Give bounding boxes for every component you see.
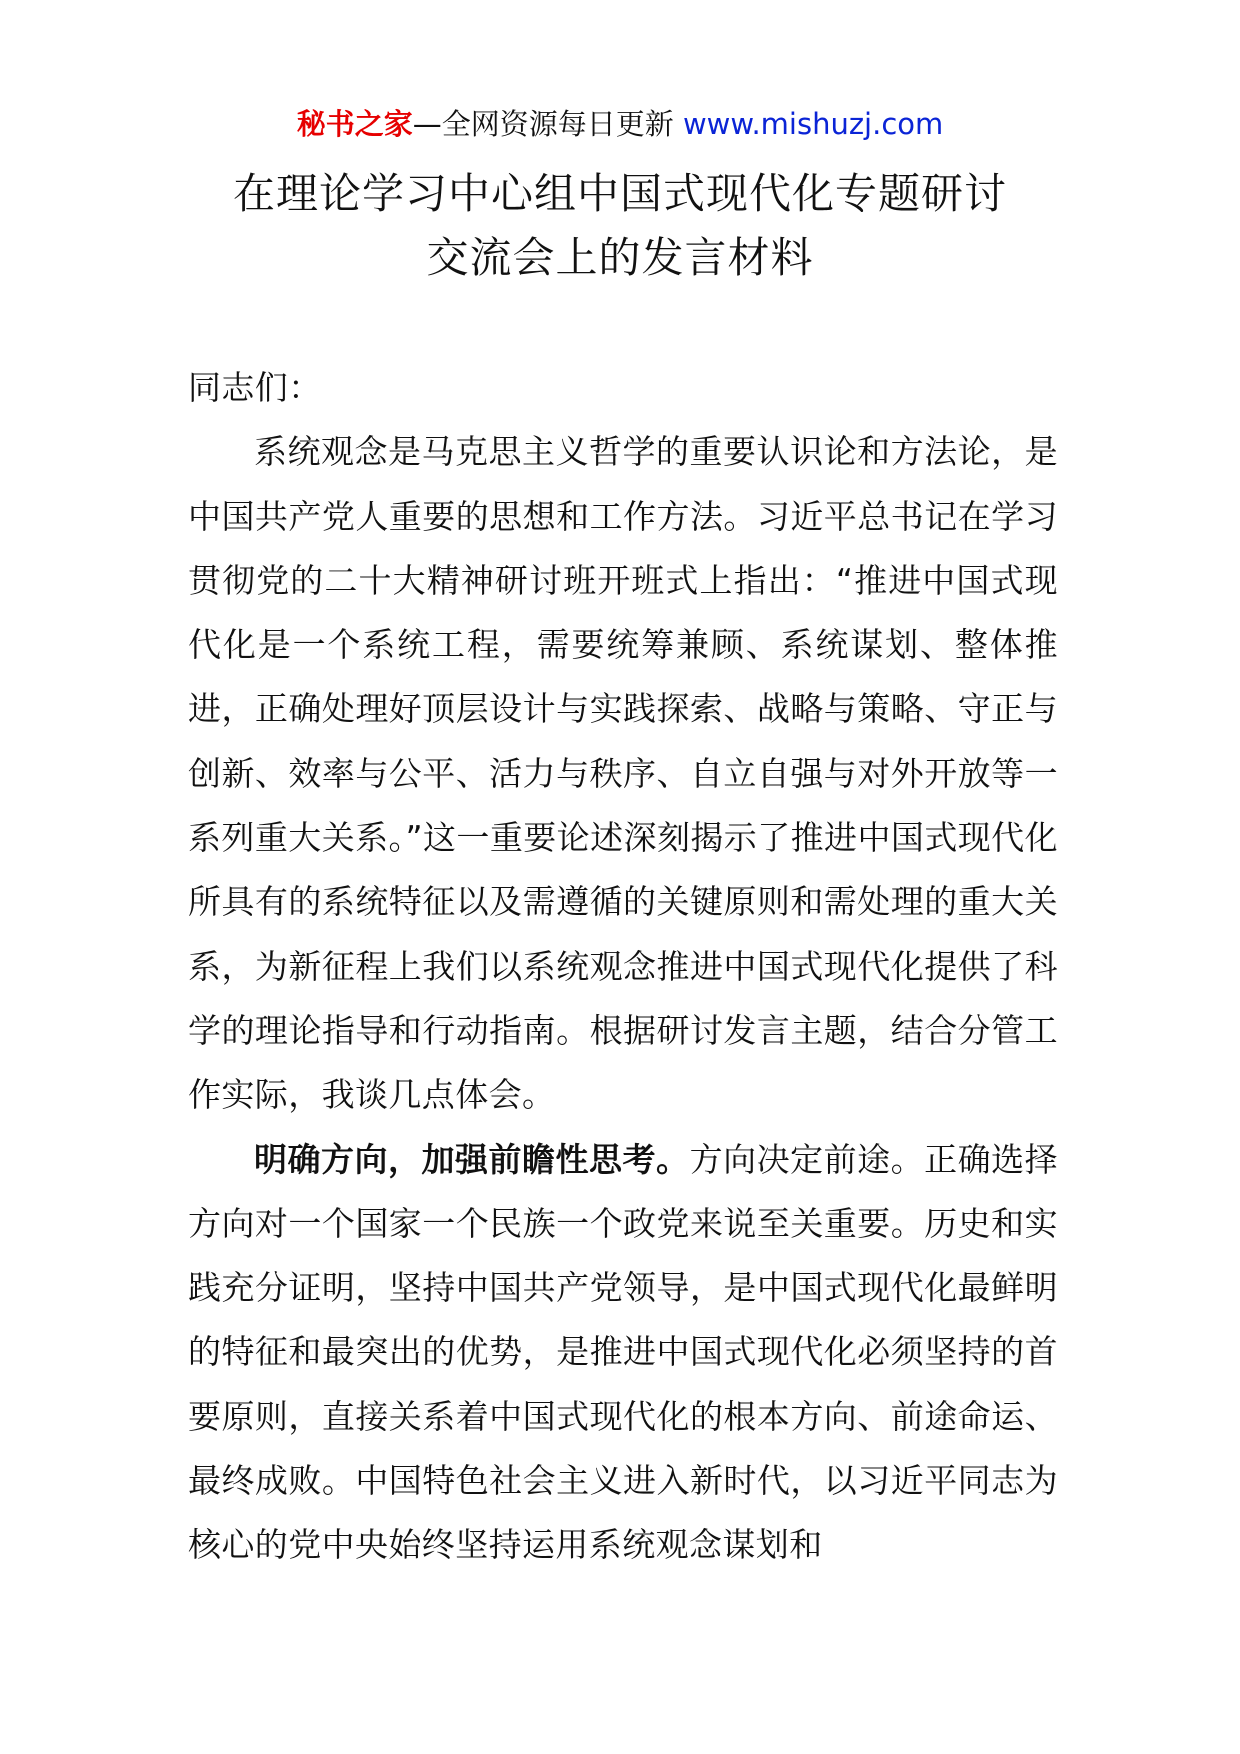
paragraph-1: 系统观念是马克思主义哲学的重要认识论和方法论，是中国共产党人重要的思想和工作方法。习近平总书记在学习贯彻党的二十大精神研讨班开班式上指出：“推进中国式现代化是一个系统工程，需要统筹兼顾、系统谋划、整体推进，正确处理好顶层设计与实践探索、战略与策略、守正与创新、效率与公平、活力与秩序、自立自强与对外开放等一系列重大关系。”这一重要论述深刻揭示了推进中国式现代化所具有的系统特征以及需遵循的关键原则和需处理的重大关系，为新征程上我们以系统观念推进中国式现代化提供了科学的理论指导和行动指南。根据研讨发言主题，结合分管工作实际，我谈几点体会。 xyxy=(188,432,1058,1115)
site-url-link[interactable]: www.mishuzj.com xyxy=(682,107,944,141)
brand-name: 秘书之家 xyxy=(296,107,413,141)
document-title xyxy=(150,162,1090,290)
paragraph-2-lead: 明确方向，加强前瞻性思考。 xyxy=(254,1139,690,1179)
salutation: 同志们： xyxy=(188,368,322,407)
title-line-1: 在理论学习中心组中国式现代化专题研讨 xyxy=(232,169,1007,218)
title-line-2: 交流会上的发言材料 xyxy=(426,233,814,282)
document-body xyxy=(188,356,1058,1578)
paragraph-2-body: 方向决定前途。正确选择方向对一个国家一个民族一个政党来说至关重要。历史和实践充分证明，坚持中国共产党领导，是中国式现代化最鲜明的特征和最突出的优势，是推进中国式现代化必须坚持的首要原则，直接关系着中国式现代化的根本方向、前途命运、最终成败。中国特色社会主义进入新时代，以习近平同志为核心的党中央始终坚持运用系统观念谋划和 xyxy=(188,1139,1059,1565)
site-header xyxy=(0,100,1240,148)
paragraph-2 xyxy=(188,1128,1058,1578)
header-tagline: —全网资源每日更新 xyxy=(412,107,683,141)
